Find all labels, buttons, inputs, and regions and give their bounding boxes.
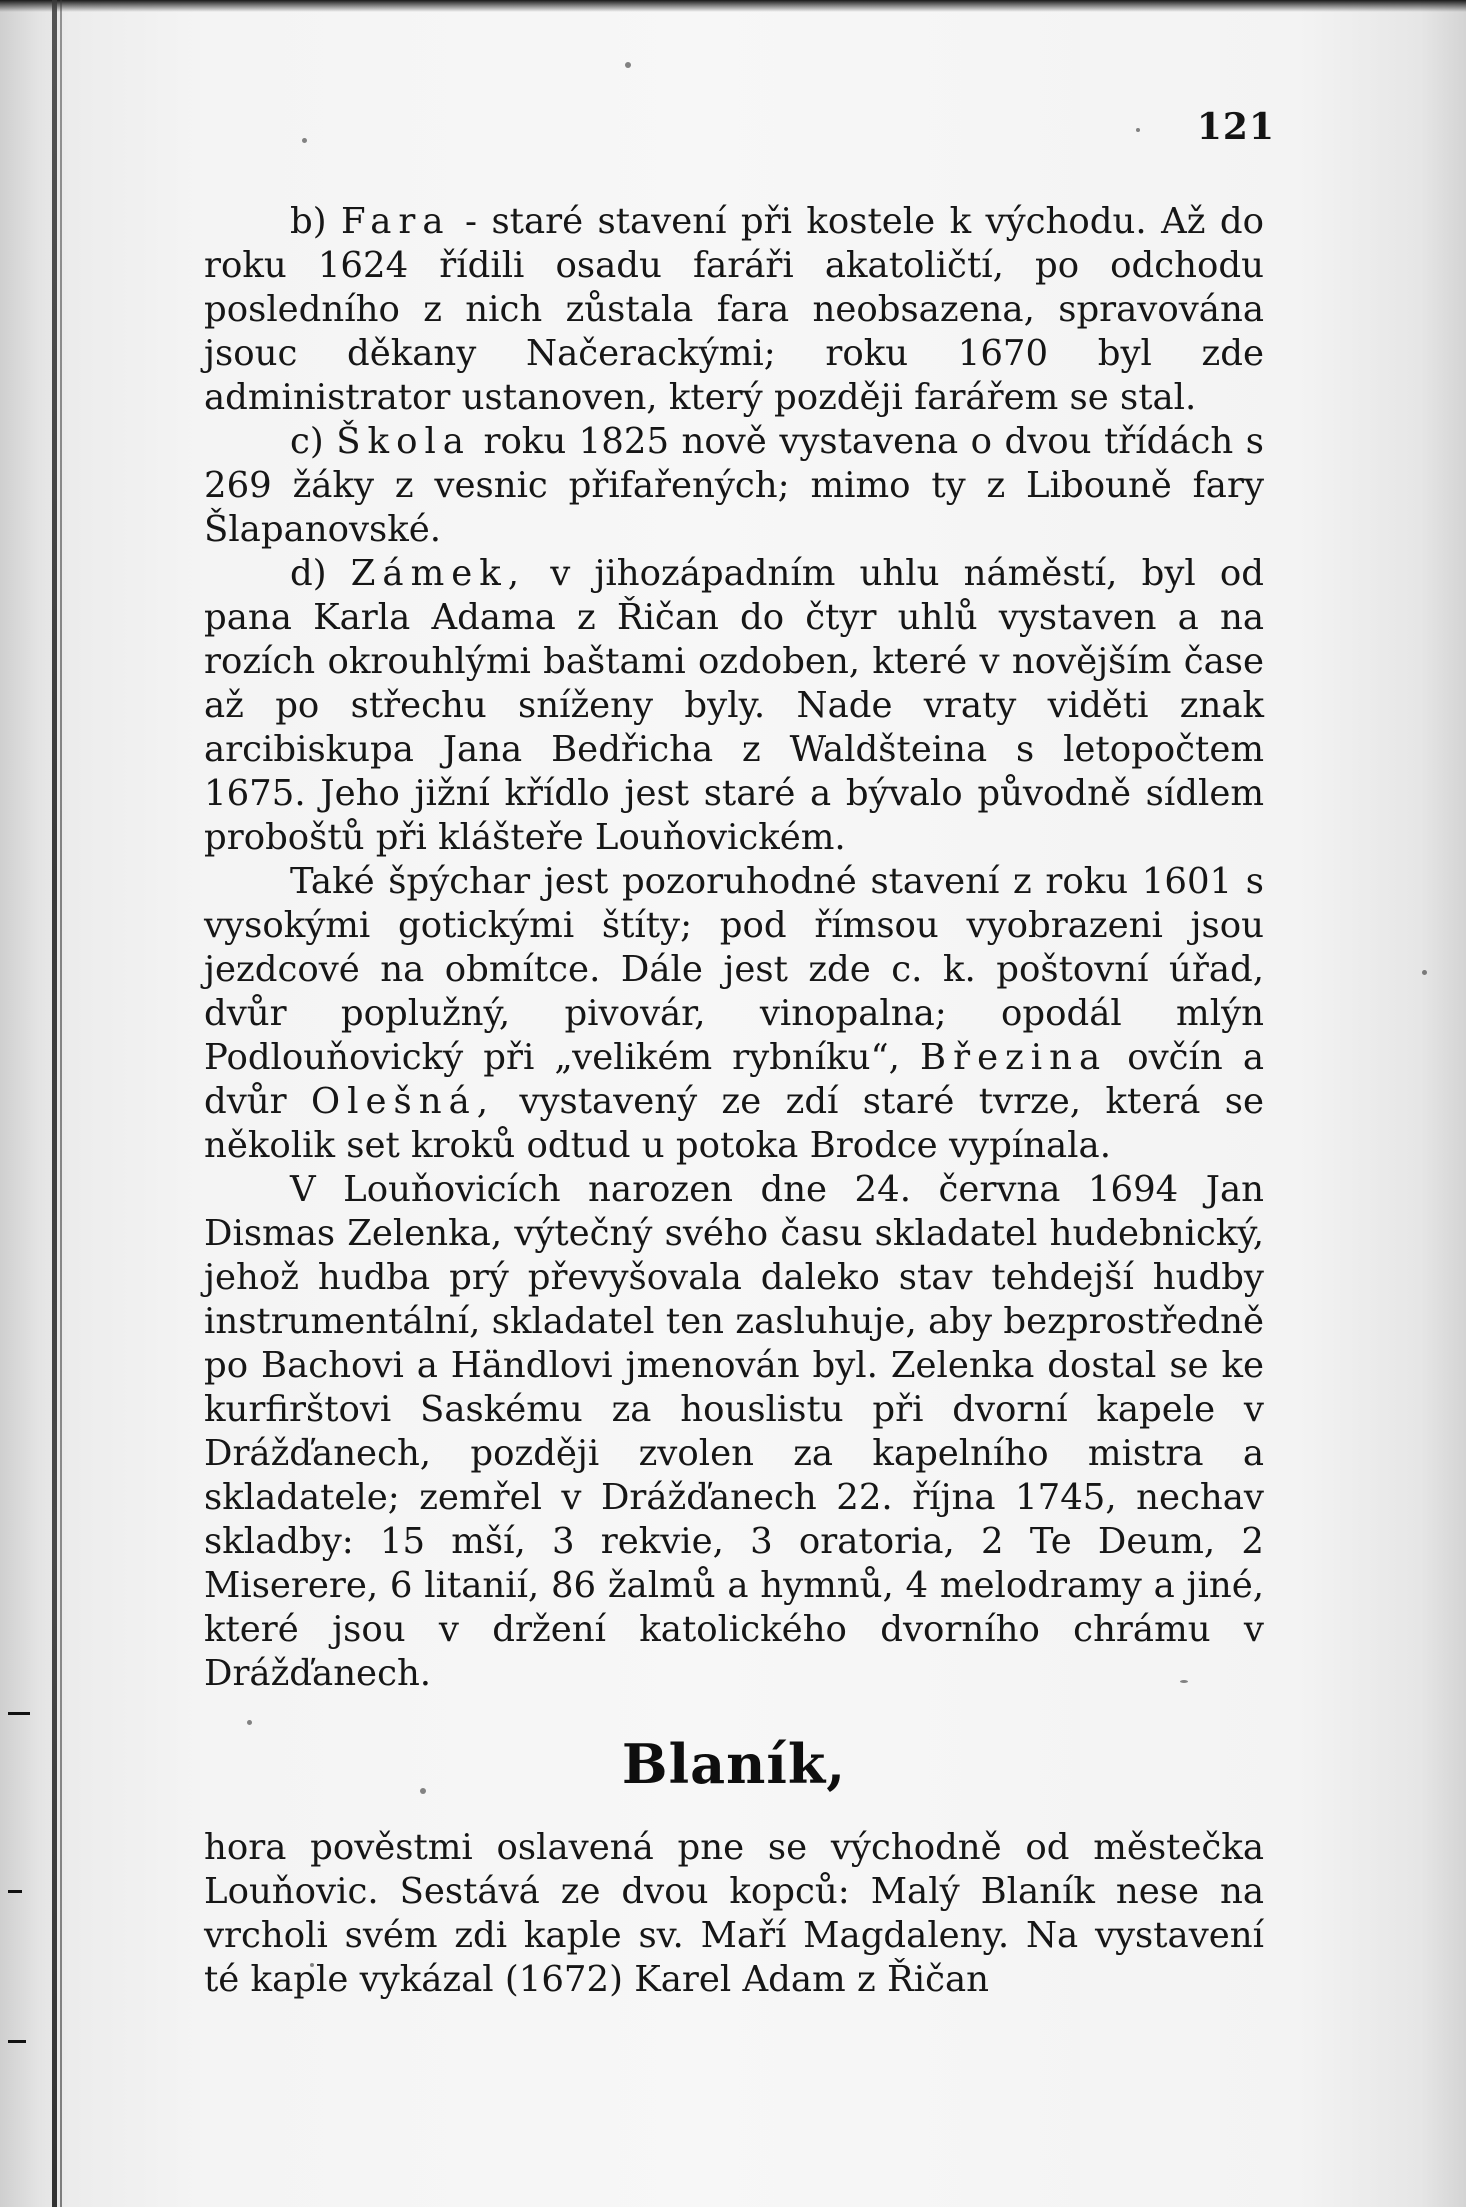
place-name-brezina: Březina bbox=[920, 1037, 1108, 1078]
item-title-skola: Škola bbox=[336, 421, 471, 462]
paragraph-zelenka bbox=[204, 1168, 1264, 1696]
paragraph-text: vystavený ze zdí staré tvrze, která se několik set kroků odtud u potoka Brodce vypínala. bbox=[204, 1081, 1264, 1166]
place-name-olesna: Olešná, bbox=[311, 1081, 496, 1122]
paragraph-blanik: hora pověstmi oslavená pne se východně od městečka Louňovic. Sestává ze dvou kopců: Malý Blaník nese na vrcholi svém zdi kaple sv. Maří Magdaleny. Na vystavení té kaple vykázal (1672) Karel Adam z Řičan bbox=[204, 1827, 1264, 2000]
paragraph-text: V Louňovicích narozen dne 24. června 1694 Jan Dismas Zelenka, výtečný svého času skladatel hudebnický, jehož hudba prý převyšovala daleko stav tehdejší hudby instrumentální, skladatel ten zasluhuje, aby bezprostředně po Bachovi a Händlovi jmenován byl. Zelenka dostal se ke kurfirštovi Saskému za houslistu při dvorní kapele v Drážďanech, později zvolen za kapelního mistra a skladatele; zemřel v Drážďanech 22. října 1745, nechav skladby: 15 mší, 3 rekvie, 3 oratoria, 2 Te Deum, 2 Miserere, 6 litanií, 86 žalmů a hymnů, 4 melodramy a jiné, které jsou v držení katolického dvorního chrámu v Drážďanech. bbox=[204, 1169, 1264, 1694]
scan-speck bbox=[625, 62, 631, 68]
gutter-mark bbox=[8, 1890, 22, 1893]
scan-speck bbox=[302, 138, 307, 143]
item-title-zamek: Zámek, bbox=[350, 553, 527, 594]
binding-gutter-line bbox=[52, 0, 57, 2207]
paragraph-text: - staré stavení při kostele k východu. Až do roku 1624 řídili osadu faráři akatoličtí, po odchodu posledního z nich zůstala fara neobsazena, spravována jsouc děkany Načerackými; roku 1670 byl zde administrator ustanoven, který později farářem se stal. bbox=[204, 201, 1264, 418]
item-title-fara: Fara bbox=[341, 201, 451, 242]
scan-speck bbox=[1136, 128, 1140, 132]
paragraph-zamek bbox=[204, 552, 1264, 860]
paragraph-text: ovčín a dvůr bbox=[204, 1037, 1264, 1122]
paragraph-text: v jihozápadním uhlu náměstí, byl od pana Karla Adama z Řičan do čtyr uhlů vystaven a na rozích okrouhlými baštami ozdoben, které v novějším čase až po střechu sníženy byly. Nade vraty viděti znak arcibiskupa Jana Bedřicha z Waldšteina s letopočtem 1675. Jeho jižní křídlo jest staré a bývalo původně sídlem proboštů při klášteře Louňovickém. bbox=[204, 553, 1264, 858]
gutter-mark bbox=[8, 2040, 26, 2043]
paragraph-skola bbox=[204, 420, 1264, 552]
page-number: 121 bbox=[1196, 106, 1275, 148]
item-label: d) bbox=[290, 553, 327, 594]
item-label: b) bbox=[290, 201, 327, 242]
scan-speck bbox=[247, 1720, 252, 1725]
blanik-text bbox=[204, 1826, 1264, 2002]
gutter-mark bbox=[8, 1712, 30, 1715]
paragraph-text: Také špýchar jest pozoruhodné stavení z roku 1601 s vysokými gotickými štíty; pod římsou vyobrazeni jsou jezdcové na obmítce. Dále jest zde c. k. poštovní úřad, dvůr poplužný, pivovár, vinopalna; opodál mlýn Podlouňovický při „velikém rybníku“, bbox=[204, 861, 1264, 1078]
main-text bbox=[204, 200, 1264, 1696]
paragraph-text: roku 1825 nově vystavena o dvou třídách s 269 žáky z vesnic přifařených; mimo ty z Libouně fary Šlapanovské. bbox=[204, 421, 1264, 550]
item-label: c) bbox=[290, 421, 324, 462]
scan-speck bbox=[1422, 970, 1427, 975]
paragraph-fara bbox=[204, 200, 1264, 420]
top-edge-shadow bbox=[0, 0, 1466, 12]
section-heading-blanik: Blaník, bbox=[621, 1732, 847, 1796]
binding-gutter-line-thin bbox=[60, 0, 62, 2207]
paragraph-spychar bbox=[204, 860, 1264, 1168]
